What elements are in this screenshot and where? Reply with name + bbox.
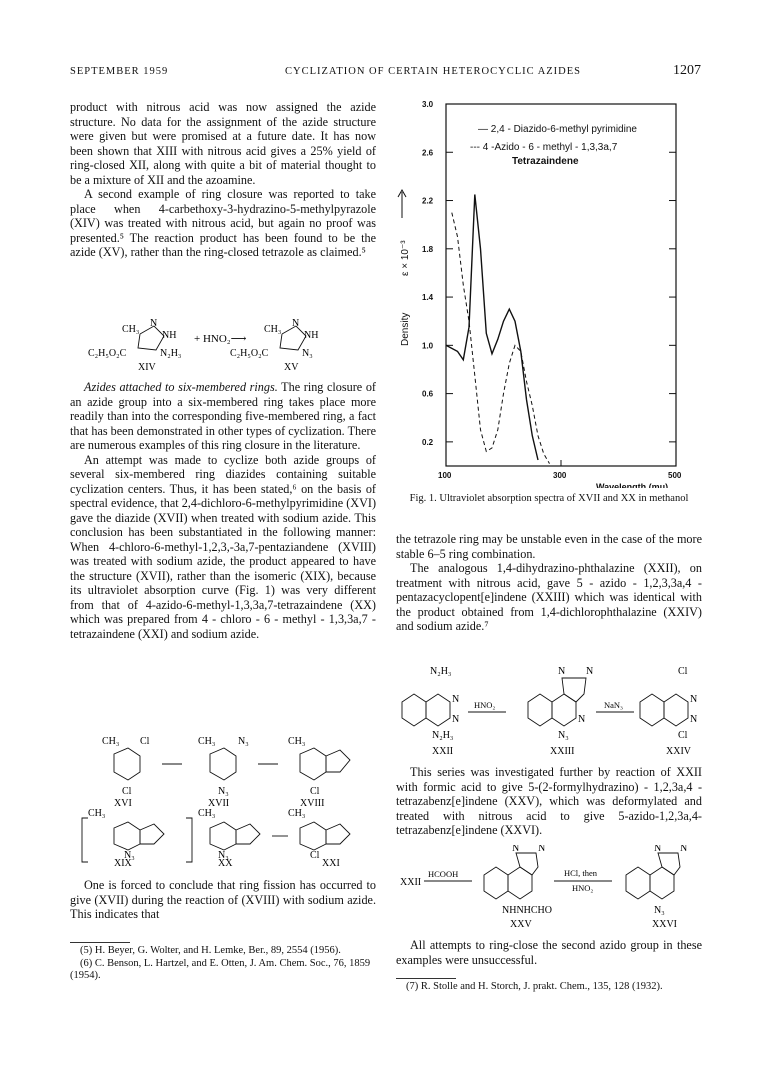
footnote-5: (5) H. Beyer, G. Wolter, and H. Lemke, Ber., 89, 2554 (1956).: [80, 945, 341, 956]
n3-label: N₃: [218, 786, 229, 797]
n2h3-label: N₂H₃: [432, 730, 454, 741]
y-tick-label: 1.0: [422, 341, 434, 351]
paragraph: All attempts to ring-close the second azido group in these examples were unsuccessful.: [396, 938, 702, 967]
legend-entry-2-cont: Tetrazaindene: [512, 156, 579, 167]
x-tick-label: 300: [553, 471, 567, 480]
n-label: N: [680, 845, 688, 854]
scheme-xiv-xv-drawing: [88, 314, 378, 374]
nan3-label: NaN₃: [604, 700, 624, 710]
y-axis-label-density: Density: [400, 312, 411, 346]
right-column-top: [396, 532, 702, 634]
ester-label: C₂H₅O₂C: [230, 348, 269, 359]
n2h3-label: N₂H₃: [430, 666, 452, 677]
paragraph: The analogous 1,4-dihydrazino-phthalazine (XXII), on treatment with nitrous acid, gave 5 - azido - 1,2,3,3a,4 - pentazacyclopent[e]indene (XXIII) which was identical with the product obtained from 1,4-dichlorophthalazine (XXIV) and sodium azide.⁷: [396, 561, 702, 633]
n3-label: N₃: [654, 905, 665, 916]
ch3-label: CH₃: [288, 808, 306, 819]
y-tick-label: 3.0: [422, 100, 434, 109]
n-label: N: [578, 714, 586, 725]
ch3-label: CH₃: [288, 736, 306, 747]
n-label: N: [690, 694, 698, 705]
nh-label: NH: [162, 330, 177, 341]
ester-label: C₂H₅O₂C: [88, 348, 127, 359]
compound-label-xiv: XIV: [138, 362, 156, 373]
nh-label: NH: [304, 330, 319, 341]
paragraph: A second example of ring closure was reported to take place when 4-carbethoxy-3-hydrazino-5-methylpyrazole (XIV) was treated with nitrous acid, but again no proof was presented.⁵ The reaction product has been found to be the azide (XV), rather than the ring-closed tetrazole as claimed.⁵: [70, 187, 376, 259]
page-number: 1207: [673, 63, 701, 78]
compound-label-xxiii: XXIII: [550, 746, 575, 757]
n3-label: N₃: [558, 730, 569, 741]
paragraph: This series was investigated further by reaction of XXII with formic acid to give 5-(2-formylhydrazino) - 1,2,3a,4 - tetrazabenz[e]indene (XXV), which was deformylated and treated with nitrous acid to give 5-azido-1,2,3a,4-tetrazabenz[e]indene (XXVI).: [396, 765, 702, 837]
cl-label: Cl: [678, 730, 688, 741]
y-tick-label: 0.6: [422, 389, 434, 399]
ch3-label: CH₃: [88, 808, 106, 819]
n2h3-label: N₂H₃: [160, 348, 182, 359]
hno2-label: HNO₂: [474, 700, 496, 710]
footnotes-left: [70, 945, 376, 983]
x-axis-label: Wavelength (mμ): [596, 482, 669, 488]
n-label: N: [452, 714, 460, 725]
left-column-bottom: [70, 878, 376, 922]
y-axis-label-epsilon: ε × 10⁻³: [400, 240, 411, 276]
compound-label-xix: XIX: [114, 858, 132, 866]
cl-label: Cl: [140, 736, 150, 747]
cl-label: Cl: [310, 786, 320, 797]
y-tick-label: 1.4: [422, 293, 434, 303]
section-heading-italic: Azides attached to six-membered rings.: [84, 380, 278, 394]
x-tick-label: 100: [438, 471, 452, 480]
hcl-label: HCl, then: [564, 868, 598, 878]
ch3-label: CH₃: [198, 808, 216, 819]
n3-label: N₃: [302, 348, 313, 359]
paragraph: [70, 380, 376, 453]
n3-label: N₃: [218, 850, 229, 861]
n-label: N: [452, 694, 460, 705]
y-tick-label: 1.8: [422, 244, 434, 254]
uv-spectrum-chart: [392, 96, 702, 488]
paragraph: product with nitrous acid was now assigned the azide structure. No data for the assignment of the azide structure were given but were promised at a future date. It has now been shown that XIII with nitrous acid gives a 25% yield of ring-closed XII, along with quite a bit of material thought to be a mixture of XII and the azoamine.: [70, 100, 376, 187]
figure-caption: Fig. 1. Ultraviolet absorption spectra of XVII and XX in methanol: [409, 493, 689, 504]
paragraph: An attempt was made to cyclize both azide groups of several six-membered ring diazides containing suitable cyclization centers. Thus, it has been stated,⁶ on the basis of spectral evidence, that 2,4-dichloro-6-methylpyrimidine (XVI) gave the diazide (XVII) when treated with sodium azide. This conclusion has been substantiated in the following manner: When 4-chloro-6-methyl-1,2,3,-3a,7-pentaziandene (XVIII) was treated with sodium azide, the product appeared to have the structure (XVII), rather than the isomeric (XIX), because its ultraviolet absorption curve (Fig. 1) was very different from that of 4-azido-6-methyl-1,3,3a,7-tetrazaindene (XX) which was prepared from 4 - chloro - 6 - methyl - 1,3,3a,7 - tetrazaindene (XXI) and sodium azide.: [70, 452, 376, 641]
left-column-top: [70, 100, 376, 260]
compound-label-xvii: XVII: [208, 798, 230, 809]
ch3-label: CH₃: [122, 324, 140, 335]
n-label: N: [586, 666, 594, 677]
series-line-1: [446, 195, 538, 461]
n-label: N: [654, 845, 662, 854]
compound-label-xxv: XXV: [510, 919, 532, 929]
footnotes-right: [396, 981, 702, 994]
compound-label-xxi: XXI: [322, 858, 340, 866]
right-column-middle: [396, 765, 702, 838]
x-tick-label: 500: [668, 471, 682, 480]
compound-label-xxii: XXII: [400, 877, 422, 888]
scheme-xvi-xxi-drawing: [78, 736, 378, 866]
paragraph: One is forced to conclude that ring fission has occurred to give (XVII) during the reaction of (XVIII) with sodium azide. This indicates that: [70, 878, 376, 921]
y-tick-label: 2.6: [422, 148, 434, 158]
footnote-rule: [396, 978, 456, 979]
scheme-xxii-xxiv-drawing: [398, 660, 704, 760]
footnote-6: (6) C. Benson, L. Hartzel, and E. Otten, J. Am. Chem. Soc., 76, 1859 (1954).: [70, 957, 371, 981]
paragraph-text: The ring closure of an azide group into a six-membered ring takes place more readily than into the corresponding five-membered ring, a fact that has been demonstrated in other types of cyclization. There are numerous examples of this ring closure in the literature.: [70, 380, 376, 452]
n3-label: N₃: [124, 850, 135, 861]
legend-entry-1: — 2,4 - Diazido-6-methyl pyrimidine: [478, 124, 637, 135]
n-label: N: [558, 666, 566, 677]
reaction-scheme-xvi-xxi: [78, 736, 378, 866]
compound-label-xxii: XXII: [432, 746, 454, 757]
n-label: N: [292, 318, 300, 329]
y-tick-label: 2.2: [422, 196, 434, 206]
compound-label-xx: XX: [218, 858, 233, 866]
left-column-middle: [70, 380, 376, 641]
compound-label-xv: XV: [284, 362, 299, 373]
ch3-label: CH₃: [264, 324, 282, 335]
n-label: N: [538, 845, 546, 854]
ch3-label: CH₃: [102, 736, 120, 747]
n-label: N: [512, 845, 520, 854]
compound-label-xviii: XVIII: [300, 798, 325, 809]
y-tick-label: 0.2: [422, 437, 434, 447]
reaction-scheme-xiv-xv: [88, 314, 378, 374]
n3-label: N₃: [238, 736, 249, 747]
cl-label: Cl: [678, 666, 688, 677]
footnote-rule: [70, 942, 130, 943]
compound-label-xxvi: XXVI: [652, 919, 677, 929]
compound-label-xvi: XVI: [114, 798, 132, 809]
hcooh-label: HCOOH: [428, 869, 459, 879]
reaction-scheme-xxii-xxiv: [398, 660, 704, 760]
right-column-bottom: [396, 938, 702, 967]
hno2-label: HNO₂: [572, 883, 594, 893]
compound-label-xxiv: XXIV: [666, 746, 691, 757]
figure-1: [392, 96, 702, 488]
nhnhcho-label: NHNHCHO: [502, 905, 552, 916]
footnote-7: (7) R. Stolle and H. Storch, J. prakt. Chem., 135, 128 (1932).: [406, 981, 663, 992]
running-header-date: SEPTEMBER 1959: [70, 66, 169, 77]
ch3-label: CH₃: [198, 736, 216, 747]
reaction-scheme-xxv-xxvi: [398, 845, 704, 929]
scheme-xxv-xxvi-drawing: [398, 845, 704, 929]
paragraph: the tetrazole ring may be unstable even in the case of the more stable 6–5 ring combination.: [396, 532, 702, 561]
reagent-label: + HNO₂⟶: [194, 333, 247, 345]
legend-entry-2: --- 4 -Azido - 6 - methyl - 1,3,3a,7: [470, 142, 618, 153]
running-header-title: CYCLIZATION OF CERTAIN HETEROCYCLIC AZIDES: [285, 66, 582, 77]
cl-label: Cl: [122, 786, 132, 797]
cl-label: Cl: [310, 850, 320, 861]
n-label: N: [150, 318, 158, 329]
n-label: N: [690, 714, 698, 725]
